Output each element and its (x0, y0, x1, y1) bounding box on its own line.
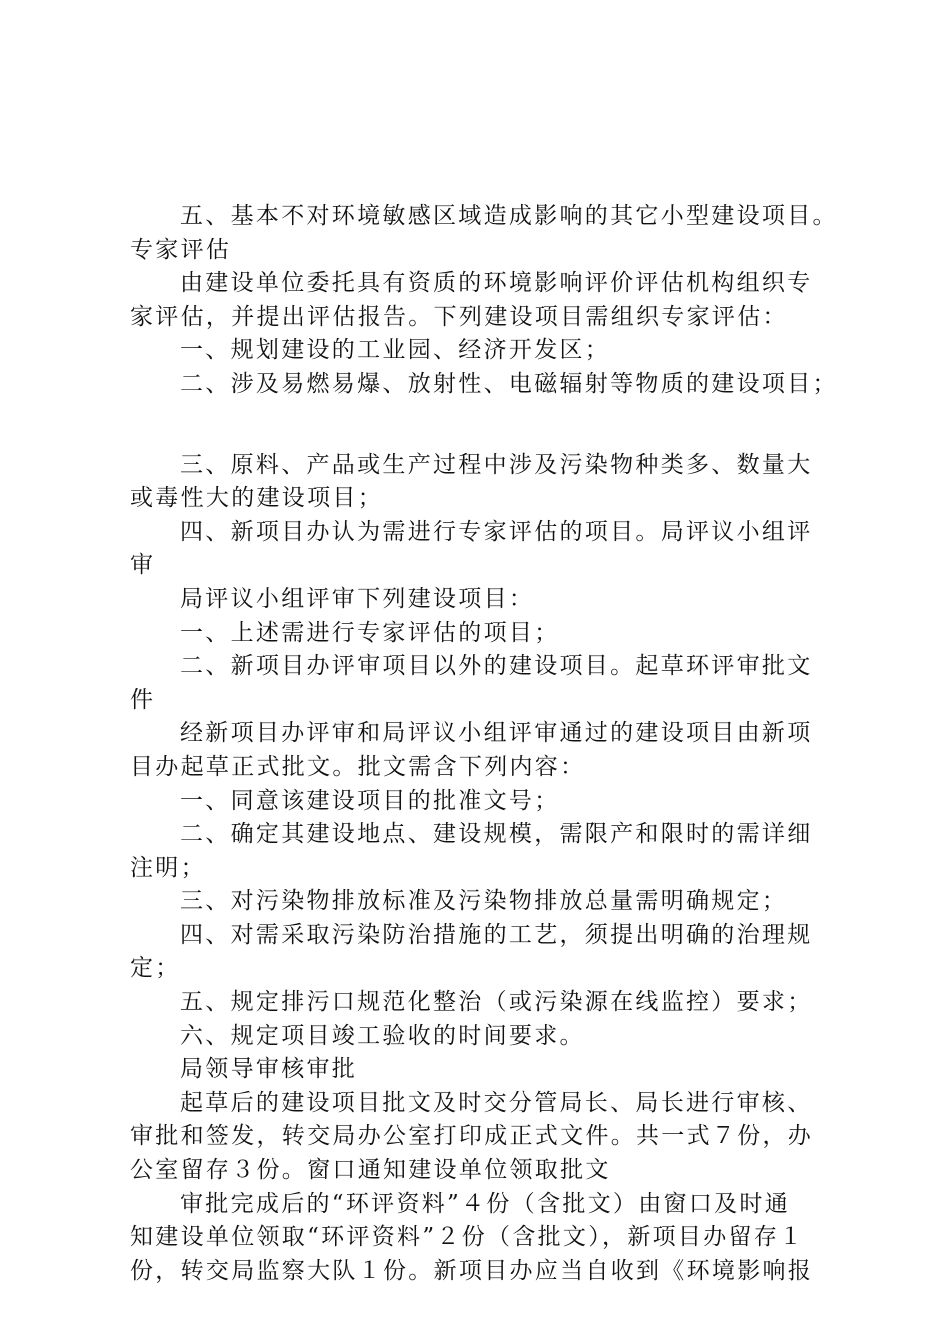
blank-line (130, 402, 840, 449)
list-item: 三、原料、产品或生产过程中涉及污染物种类多、数量大 (180, 451, 813, 478)
paragraph-line: 由建设单位委托具有资质的环境影响评价评估机构组织专 (180, 270, 813, 297)
paragraph-line: 定； (130, 955, 181, 982)
list-item: 一、上述需进行专家评估的项目； (180, 619, 560, 646)
list-item: 一、同意该建设项目的批准文号； (180, 787, 560, 814)
list-item: 五、规定排污口规范化整治（或污染源在线监控）要求； (180, 989, 813, 1016)
list-item: 二、涉及易燃易爆、放射性、电磁辐射等物质的建设项目； (180, 370, 838, 397)
paragraph-line: 家评估，并提出评估报告。下列建设项目需组织专家评估： (130, 303, 788, 330)
section-heading: 局领导审核审批 (180, 1056, 358, 1083)
paragraph-line: 五、基本不对环境敏感区域造成影响的其它小型建设项目。 (180, 203, 838, 229)
list-item: 三、对污染物排放标准及污染物排放总量需明确规定； (180, 888, 788, 915)
paragraph-line: 起草后的建设项目批文及时交分管局长、局长进行审核、 (180, 1089, 813, 1116)
list-item: 四、对需采取污染防治措施的工艺，须提出明确的治理规 (180, 921, 813, 948)
list-item: 二、确定其建设地点、建设规模，需限产和限时的需详细 (180, 821, 813, 848)
section-heading: 专家评估 (130, 236, 232, 263)
list-item: 二、新项目办评审项目以外的建设项目。起草环评审批文 (180, 653, 813, 680)
section-heading: 件 (130, 686, 156, 713)
paragraph-line: 公室留存３份。窗口通知建设单位领取批文 (130, 1157, 611, 1184)
list-item: 一、规划建设的工业园、经济开发区； (180, 337, 611, 364)
paragraph-line: 审批完成后的“环评资料”４份（含批文）由窗口及时通 (180, 1190, 791, 1217)
paragraph-line: 份，转交局监察大队１份。新项目办应当自收到《环境影响报 (130, 1257, 814, 1284)
list-item: 六、规定项目竣工验收的时间要求。 (180, 1022, 585, 1049)
paragraph-line: 目办起草正式批文。批文需含下列内容： (130, 753, 586, 780)
paragraph-line: 局评议小组评审下列建设项目： (180, 585, 535, 612)
paragraph-line: 知建设单位领取“环评资料”２份（含批文），新项目办留存１ (130, 1224, 805, 1251)
paragraph-line: 或毒性大的建设项目； (130, 485, 383, 512)
paragraph-line: 审批和签发，转交局办公室打印成正式文件。共一式７份，办 (130, 1123, 814, 1150)
list-item: 四、新项目办认为需进行专家评估的项目。局评议小组评 (180, 518, 813, 545)
paragraph-line: 经新项目办评审和局评议小组评审通过的建设项目由新项 (180, 720, 813, 747)
paragraph-line: 注明； (130, 854, 206, 881)
section-heading: 审 (130, 552, 156, 579)
document-body (130, 200, 840, 1288)
